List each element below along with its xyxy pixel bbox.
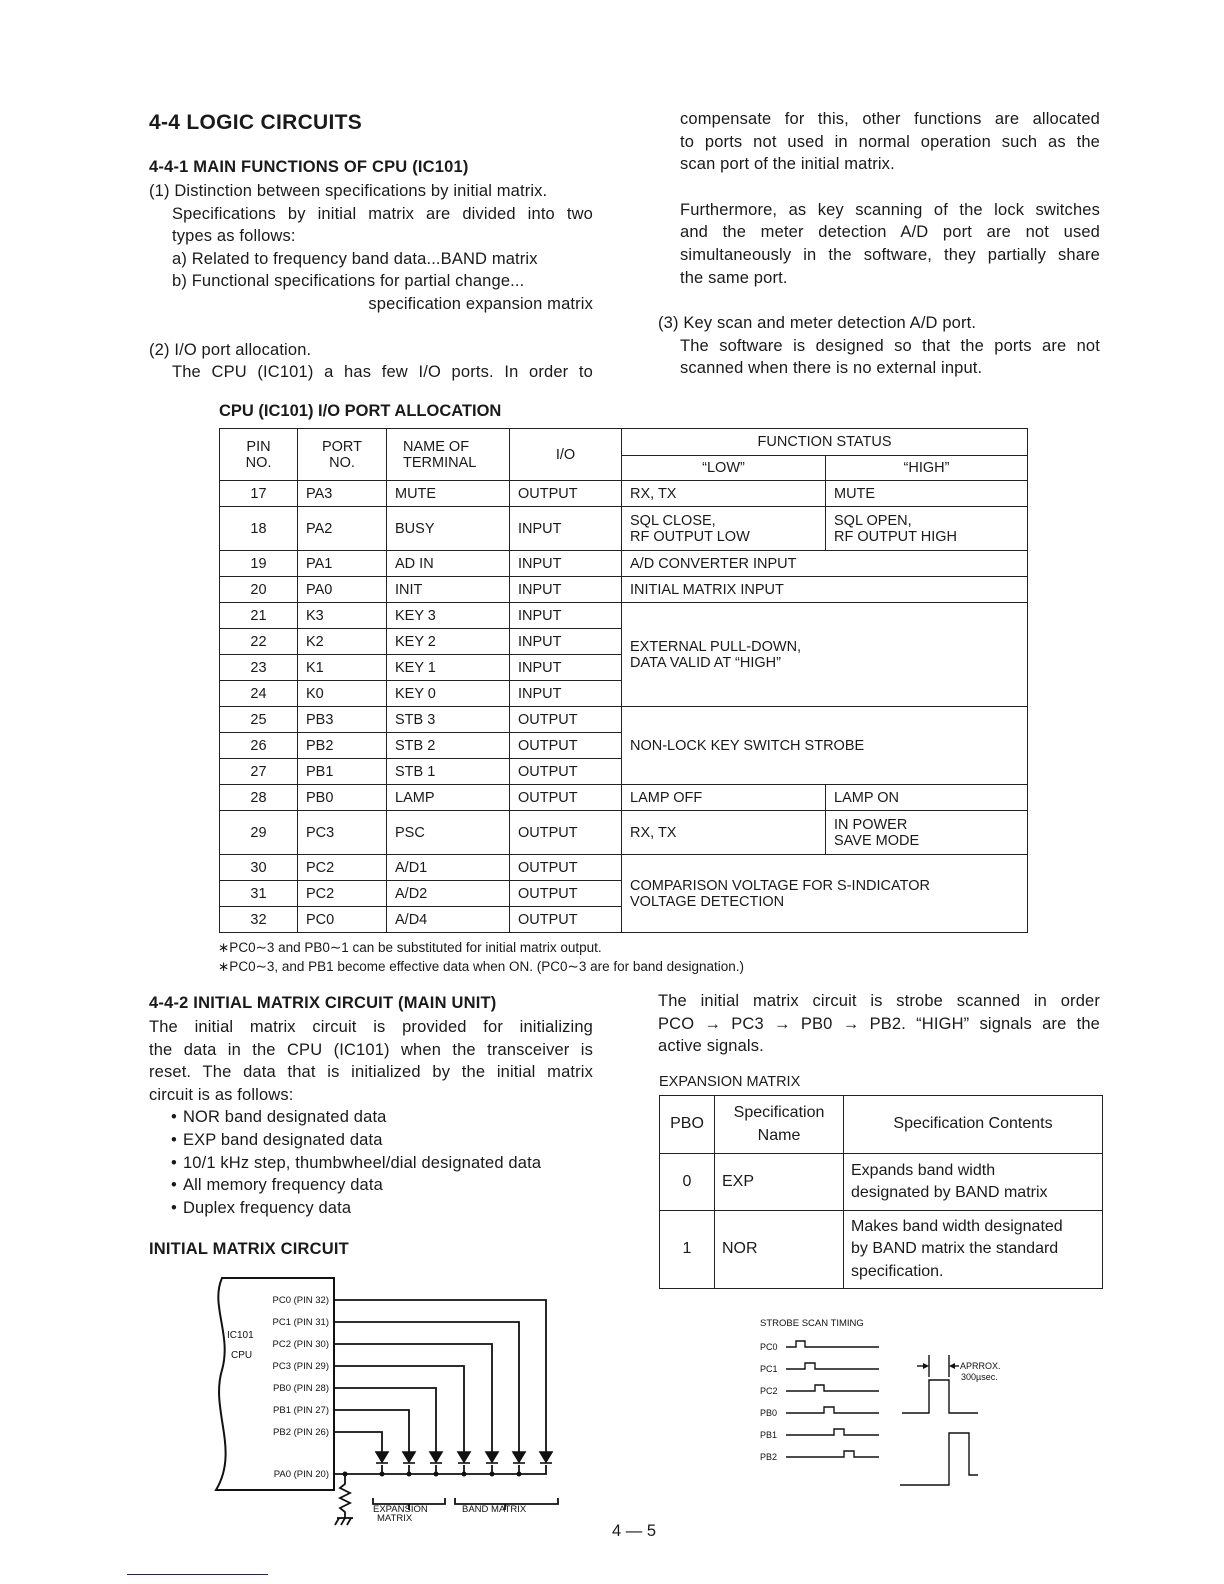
cell-port: PA0 bbox=[298, 577, 387, 603]
cell-io: OUTPUT bbox=[510, 855, 622, 881]
cell-name: A/D2 bbox=[387, 881, 510, 907]
cell-port: PA2 bbox=[298, 507, 387, 551]
text-line: active signals. bbox=[658, 1037, 764, 1056]
cell-port: K0 bbox=[298, 681, 387, 707]
cell-pin: 24 bbox=[220, 681, 298, 707]
text-line: Furthermore, as key scanning of the lock switches bbox=[680, 200, 1100, 219]
pin-label: PC0 (PIN 32) bbox=[272, 1295, 329, 1306]
list-item: • EXP band designated data bbox=[171, 1129, 593, 1152]
cell-low: LAMP OFF bbox=[622, 785, 826, 811]
item1-option-b: b) Functional specifications for partial change... bbox=[172, 272, 525, 291]
header-name-of-terminal: NAME OF TERMINAL bbox=[387, 429, 510, 481]
item2-body: The CPU (IC101) a has few I/O ports. In order to bbox=[172, 363, 593, 382]
text-line: compensate for this, other functions are allocated bbox=[680, 110, 1100, 128]
cell-pin: 25 bbox=[220, 707, 298, 733]
cell-io: OUTPUT bbox=[510, 785, 622, 811]
text-line: reset. The data that is initialized by the initial matrix bbox=[149, 1063, 593, 1082]
pulse-width-value: 300µsec. bbox=[961, 1372, 998, 1382]
cell-io: OUTPUT bbox=[510, 481, 622, 507]
cell-spec-contents: Makes band width designated by BAND matrix the standard specification. bbox=[844, 1211, 1103, 1289]
cell-pin: 23 bbox=[220, 655, 298, 681]
cell-high: MUTE bbox=[826, 481, 1028, 507]
signal-label: PC0 bbox=[760, 1342, 778, 1352]
footnote: ∗PC0∼3 and PB0∼1 can be substituted for initial matrix output. bbox=[218, 940, 602, 955]
expansion-matrix-table bbox=[659, 1095, 1103, 1289]
table-header-row bbox=[220, 429, 1028, 456]
text-line: to ports not used in normal operation such as the bbox=[680, 132, 1100, 151]
cell-high: LAMP ON bbox=[826, 785, 1028, 811]
cell-port: PB1 bbox=[298, 759, 387, 785]
text-line: PCO → PC3 → PB0 → PB2. “HIGH” signals are the bbox=[658, 1014, 1100, 1033]
header-io: I/O bbox=[510, 429, 622, 481]
item3-title: (3) Key scan and meter detection A/D port. bbox=[658, 314, 977, 333]
text-line: circuit is as follows: bbox=[149, 1085, 294, 1104]
initial-matrix-description bbox=[149, 1016, 593, 1219]
cell-high: IN POWER SAVE MODE bbox=[826, 811, 1028, 855]
cell-name: BUSY bbox=[387, 507, 510, 551]
cell-pin: 29 bbox=[220, 811, 298, 855]
timing-caption: STROBE SCAN TIMING bbox=[760, 1318, 864, 1329]
text-line: and the meter detection A/D port are not used bbox=[680, 223, 1100, 242]
diode-icon bbox=[430, 1452, 442, 1462]
table-row bbox=[660, 1154, 1103, 1211]
cell-name: A/D1 bbox=[387, 855, 510, 881]
list-item: • All memory frequency data bbox=[171, 1174, 593, 1197]
diode-icon bbox=[458, 1452, 470, 1462]
cell-port: PC2 bbox=[298, 881, 387, 907]
cell-pin: 22 bbox=[220, 629, 298, 655]
cell-pin: 28 bbox=[220, 785, 298, 811]
cell-port: PA1 bbox=[298, 551, 387, 577]
signal-label: PB0 bbox=[760, 1408, 778, 1418]
cell-name: MUTE bbox=[387, 481, 510, 507]
table-row bbox=[220, 577, 1028, 603]
table-row bbox=[220, 785, 1028, 811]
cell-name: A/D4 bbox=[387, 907, 510, 933]
table-row bbox=[220, 855, 1028, 881]
cpu-functions-right-column bbox=[658, 108, 1100, 380]
cell-function-ad-group: COMPARISON VOLTAGE FOR S-INDICATOR VOLTAGE DETECTION bbox=[622, 855, 1028, 933]
cell-pin: 17 bbox=[220, 481, 298, 507]
item3-body bbox=[658, 335, 1100, 380]
cell-low: SQL CLOSE, RF OUTPUT LOW bbox=[622, 507, 826, 551]
cell-port: PA3 bbox=[298, 481, 387, 507]
cell-port: K2 bbox=[298, 629, 387, 655]
cell-port: PB3 bbox=[298, 707, 387, 733]
cell-io: INPUT bbox=[510, 681, 622, 707]
footer-rule bbox=[127, 1574, 268, 1575]
text-line: the same port. bbox=[680, 268, 788, 287]
subsection-title-4-4-2: 4-4-2 INITIAL MATRIX CIRCUIT (MAIN UNIT) bbox=[149, 994, 497, 1012]
io-table-caption: CPU (IC101) I/O PORT ALLOCATION bbox=[219, 402, 502, 420]
cell-port: K1 bbox=[298, 655, 387, 681]
table-row bbox=[220, 603, 1028, 629]
cell-name: KEY 2 bbox=[387, 629, 510, 655]
cell-pin: 19 bbox=[220, 551, 298, 577]
table-row bbox=[660, 1211, 1103, 1289]
label-band-matrix: BAND MATRIX bbox=[462, 1504, 527, 1515]
signal-label: PC2 bbox=[760, 1386, 778, 1396]
initial-matrix-circuit-diagram bbox=[200, 1260, 560, 1530]
cell-io: INPUT bbox=[510, 507, 622, 551]
chip-label-ic101: IC101 bbox=[227, 1330, 254, 1341]
paragraph-compensate bbox=[658, 108, 1100, 176]
header-spec-name: Specification Name bbox=[715, 1096, 844, 1154]
diode-icon bbox=[486, 1452, 498, 1462]
table-row bbox=[220, 811, 1028, 855]
cell-pbo: 1 bbox=[660, 1211, 715, 1289]
header-low: “LOW” bbox=[622, 456, 826, 481]
expansion-matrix-caption: EXPANSION MATRIX bbox=[659, 1074, 801, 1090]
pin-label: PC3 (PIN 29) bbox=[272, 1361, 329, 1372]
cell-pin: 20 bbox=[220, 577, 298, 603]
cell-port: PC2 bbox=[298, 855, 387, 881]
diodes bbox=[376, 1452, 552, 1463]
cell-io: INPUT bbox=[510, 629, 622, 655]
cell-spec-name: EXP bbox=[715, 1154, 844, 1211]
chip-label-cpu: CPU bbox=[231, 1350, 253, 1361]
item1-option-a: a) Related to frequency band data...BAND matrix bbox=[172, 249, 538, 268]
pin-label: PA0 (PIN 20) bbox=[273, 1469, 329, 1480]
cell-pin: 27 bbox=[220, 759, 298, 785]
diode-icon bbox=[376, 1452, 388, 1462]
cell-name: STB 2 bbox=[387, 733, 510, 759]
io-table-notes bbox=[218, 938, 744, 976]
label-expansion-matrix: EXPANSION bbox=[373, 1504, 428, 1515]
table-row bbox=[220, 481, 1028, 507]
diode-icon bbox=[513, 1452, 525, 1462]
cell-name: LAMP bbox=[387, 785, 510, 811]
item1-body-line2: types as follows: bbox=[172, 227, 296, 246]
text-line: scan port of the initial matrix. bbox=[680, 155, 895, 174]
text-line: scanned when there is no external input. bbox=[680, 359, 983, 378]
cell-function-strobe-group: NON-LOCK KEY SWITCH STROBE bbox=[622, 707, 1028, 785]
table-header-row bbox=[660, 1096, 1103, 1154]
cell-pin: 30 bbox=[220, 855, 298, 881]
table-row bbox=[220, 507, 1028, 551]
cell-high: SQL OPEN, RF OUTPUT HIGH bbox=[826, 507, 1028, 551]
cell-pin: 18 bbox=[220, 507, 298, 551]
label-expansion-matrix-line2: MATRIX bbox=[377, 1513, 413, 1524]
diode-icon bbox=[403, 1452, 415, 1462]
header-pin-no: PIN NO. bbox=[220, 429, 298, 481]
paragraph-furthermore bbox=[658, 199, 1100, 289]
cell-io: OUTPUT bbox=[510, 907, 622, 933]
cell-io: INPUT bbox=[510, 603, 622, 629]
cell-port: PB0 bbox=[298, 785, 387, 811]
io-port-allocation-table bbox=[219, 428, 1028, 933]
initialized-data-list bbox=[149, 1106, 593, 1219]
text-line: The initial matrix circuit is provided for initializing bbox=[149, 1018, 593, 1036]
cell-name: KEY 1 bbox=[387, 655, 510, 681]
cell-low: RX, TX bbox=[622, 481, 826, 507]
cell-io: INPUT bbox=[510, 577, 622, 603]
circuit-caption: INITIAL MATRIX CIRCUIT bbox=[149, 1240, 349, 1258]
cell-io: OUTPUT bbox=[510, 707, 622, 733]
header-spec-contents: Specification Contents bbox=[844, 1096, 1103, 1154]
cell-io: OUTPUT bbox=[510, 733, 622, 759]
cell-function: A/D CONVERTER INPUT bbox=[622, 551, 1028, 577]
cell-name: KEY 3 bbox=[387, 603, 510, 629]
cell-name: KEY 0 bbox=[387, 681, 510, 707]
pin-label: PB2 (PIN 26) bbox=[273, 1427, 329, 1438]
list-item: • 10/1 kHz step, thumbwheel/dial designated data bbox=[171, 1152, 593, 1175]
signal-label: PB2 bbox=[760, 1452, 778, 1462]
table-row bbox=[220, 551, 1028, 577]
header-high: “HIGH” bbox=[826, 456, 1028, 481]
cpu-functions-left-column bbox=[149, 180, 593, 384]
cell-spec-name: NOR bbox=[715, 1211, 844, 1289]
cell-name: AD IN bbox=[387, 551, 510, 577]
text-line: The initial matrix circuit is strobe scanned in order bbox=[658, 992, 1100, 1010]
text-line: the data in the CPU (IC101) when the transceiver is bbox=[149, 1040, 593, 1059]
cell-io: OUTPUT bbox=[510, 811, 622, 855]
text-line: The software is designed so that the ports are not bbox=[680, 336, 1100, 355]
cell-io: OUTPUT bbox=[510, 881, 622, 907]
header-pbo: PBO bbox=[660, 1096, 715, 1154]
signal-label: PB1 bbox=[760, 1430, 778, 1440]
cell-pin: 32 bbox=[220, 907, 298, 933]
cell-pbo: 0 bbox=[660, 1154, 715, 1211]
text-line: simultaneously in the software, they partially share bbox=[680, 245, 1100, 264]
pin-label: PC2 (PIN 30) bbox=[272, 1339, 329, 1350]
cell-port: PC3 bbox=[298, 811, 387, 855]
cell-io: INPUT bbox=[510, 655, 622, 681]
signal-label: PC1 bbox=[760, 1364, 778, 1374]
item1-option-b-cont: specification expansion matrix bbox=[368, 294, 593, 313]
header-port-no: PORT NO. bbox=[298, 429, 387, 481]
item1-title: (1) Distinction between specifications by initial matrix. bbox=[149, 182, 548, 200]
strobe-scan-timing-diagram bbox=[740, 1305, 1020, 1490]
pin-label: PB0 (PIN 28) bbox=[273, 1383, 329, 1394]
cell-port: PC0 bbox=[298, 907, 387, 933]
pin-label: PC1 (PIN 31) bbox=[272, 1317, 329, 1328]
cell-name: STB 3 bbox=[387, 707, 510, 733]
cell-function: INITIAL MATRIX INPUT bbox=[622, 577, 1028, 603]
diode-icon bbox=[540, 1452, 552, 1462]
cell-function-keys-group: EXTERNAL PULL-DOWN, DATA VALID AT “HIGH” bbox=[622, 603, 1028, 707]
cell-pin: 21 bbox=[220, 603, 298, 629]
table-row bbox=[220, 707, 1028, 733]
page-number: 4 — 5 bbox=[612, 1522, 657, 1540]
item1-body-line1: Specifications by initial matrix are divided into two bbox=[172, 204, 593, 223]
cell-spec-contents: Expands band width designated by BAND matrix bbox=[844, 1154, 1103, 1211]
cell-name: STB 1 bbox=[387, 759, 510, 785]
cell-io: INPUT bbox=[510, 551, 622, 577]
section-title: 4-4 LOGIC CIRCUITS bbox=[149, 111, 363, 134]
cell-port: PB2 bbox=[298, 733, 387, 759]
footnote: ∗PC0∼3, and PB1 become effective data when ON. (PC0∼3 are for band designation.) bbox=[218, 959, 744, 974]
pin-label: PB1 (PIN 27) bbox=[273, 1405, 329, 1416]
item2-title: (2) I/O port allocation. bbox=[149, 340, 312, 359]
matrix-wires bbox=[334, 1300, 558, 1525]
cell-name: PSC bbox=[387, 811, 510, 855]
strobe-scan-description bbox=[658, 990, 1100, 1058]
cell-pin: 31 bbox=[220, 881, 298, 907]
cell-name: INIT bbox=[387, 577, 510, 603]
list-item: • Duplex frequency data bbox=[171, 1197, 593, 1220]
pulse-width-label: APRROX. bbox=[960, 1361, 1001, 1371]
waveforms bbox=[786, 1341, 978, 1485]
cell-pin: 26 bbox=[220, 733, 298, 759]
list-item: • NOR band designated data bbox=[171, 1106, 593, 1129]
cell-low: RX, TX bbox=[622, 811, 826, 855]
cell-port: K3 bbox=[298, 603, 387, 629]
header-function-status: FUNCTION STATUS bbox=[622, 429, 1028, 456]
subsection-title-4-4-1: 4-4-1 MAIN FUNCTIONS OF CPU (IC101) bbox=[149, 158, 469, 176]
cell-io: OUTPUT bbox=[510, 759, 622, 785]
